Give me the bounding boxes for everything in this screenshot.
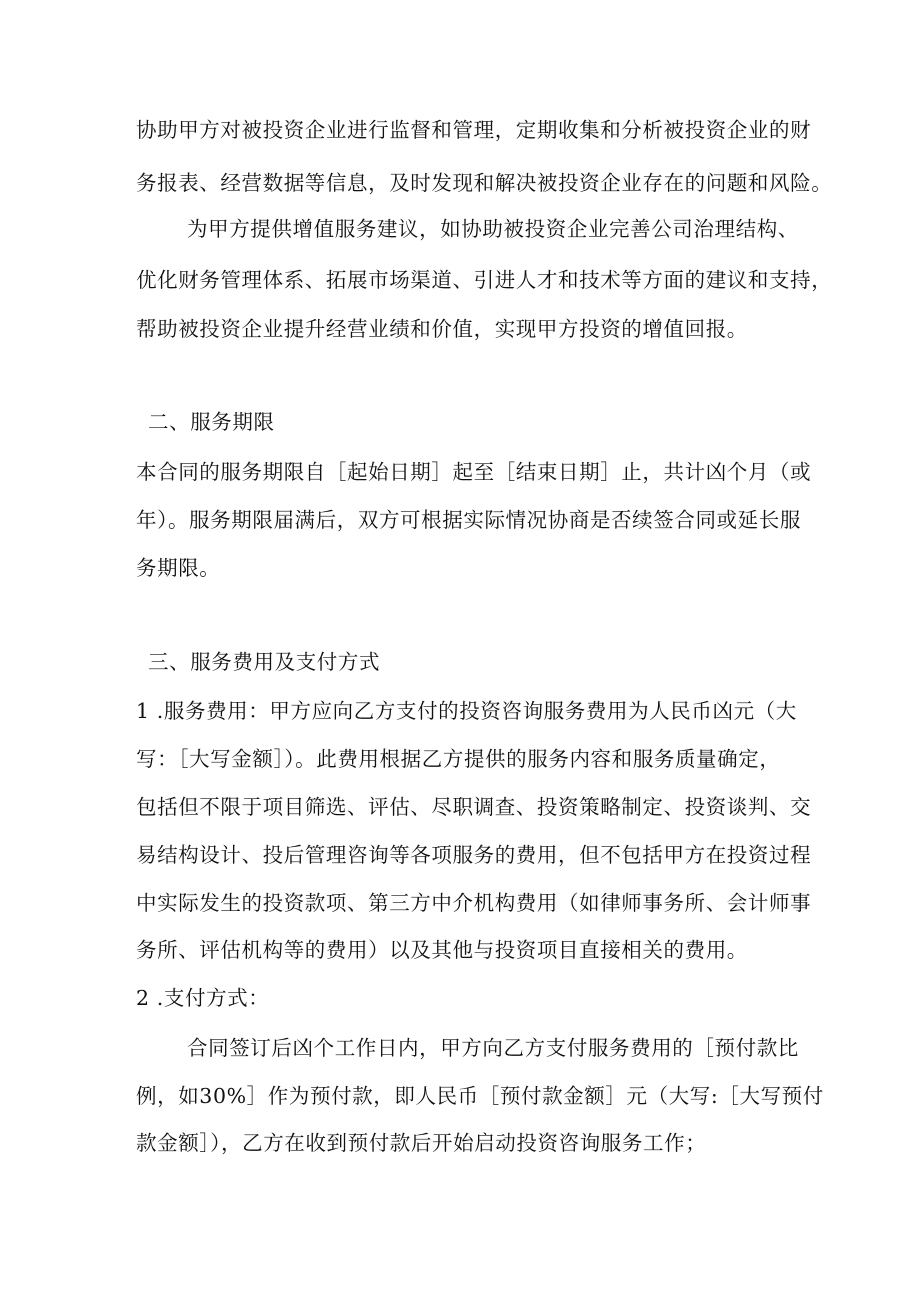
paragraph-line: 帮助被投资企业提升经营业绩和价值，实现甲方投资的增值回报。	[136, 317, 748, 341]
list-item-line: 合同签订后凶个工作日内，甲方向乙方支付服务费用的［预付款比	[187, 1036, 799, 1060]
paragraph-line: 务报表、经营数据等信息，及时发现和解决被投资企业存在的问题和风险。	[136, 171, 833, 195]
list-item-line: 务所、评估机构等的费用）以及其他与投资项目直接相关的费用。	[136, 938, 748, 962]
list-item-line: 款金额］），乙方在收到预付款后开始启动投资咨询服务工作；	[136, 1131, 707, 1155]
list-item-line: 写：［大写金额］）。此费用根据乙方提供的服务内容和服务质量确定，	[136, 747, 781, 771]
paragraph-line: 年）。服务期限届满后，双方可根据实际情况协商是否续签合同或延长服	[136, 508, 801, 532]
paragraph-line: 为甲方提供增值服务建议，如协助被投资企业完善公司治理结构、	[187, 217, 799, 241]
section-heading: 二、服务期限	[148, 410, 275, 434]
paragraph-line: 优化财务管理体系、拓展市场渠道、引进人才和技术等方面的建议和支持，	[136, 268, 833, 292]
list-item-line: 例，如30%］作为预付款，即人民币［预付款金额］元（大写:［大写预付	[136, 1084, 824, 1108]
paragraph-line: 本合同的服务期限自［起始日期］起至［结束日期］止，共计凶个月（或	[136, 460, 812, 484]
paragraph-line: 务期限。	[136, 556, 221, 580]
list-item-line: 中实际发生的投资款项、第三方中介机构费用（如律师事务所、会计师事	[136, 891, 812, 915]
list-item-line: 包括但不限于项目筛选、评估、尽职调查、投资策略制定、投资谈判、交	[136, 795, 812, 819]
section-heading: 三、服务费用及支付方式	[148, 650, 381, 674]
list-item-heading: 2 .支付方式：	[136, 986, 270, 1010]
list-item-line: 易结构设计、投后管理咨询等各项服务的费用，但不包括甲方在投资过程	[136, 843, 812, 867]
list-item-line: 1 .服务费用：甲方应向乙方支付的投资咨询服务费用为人民币凶元（大	[136, 699, 797, 723]
paragraph-line: 协助甲方对被投资企业进行监督和管理，定期收集和分析被投资企业的财	[136, 118, 812, 142]
